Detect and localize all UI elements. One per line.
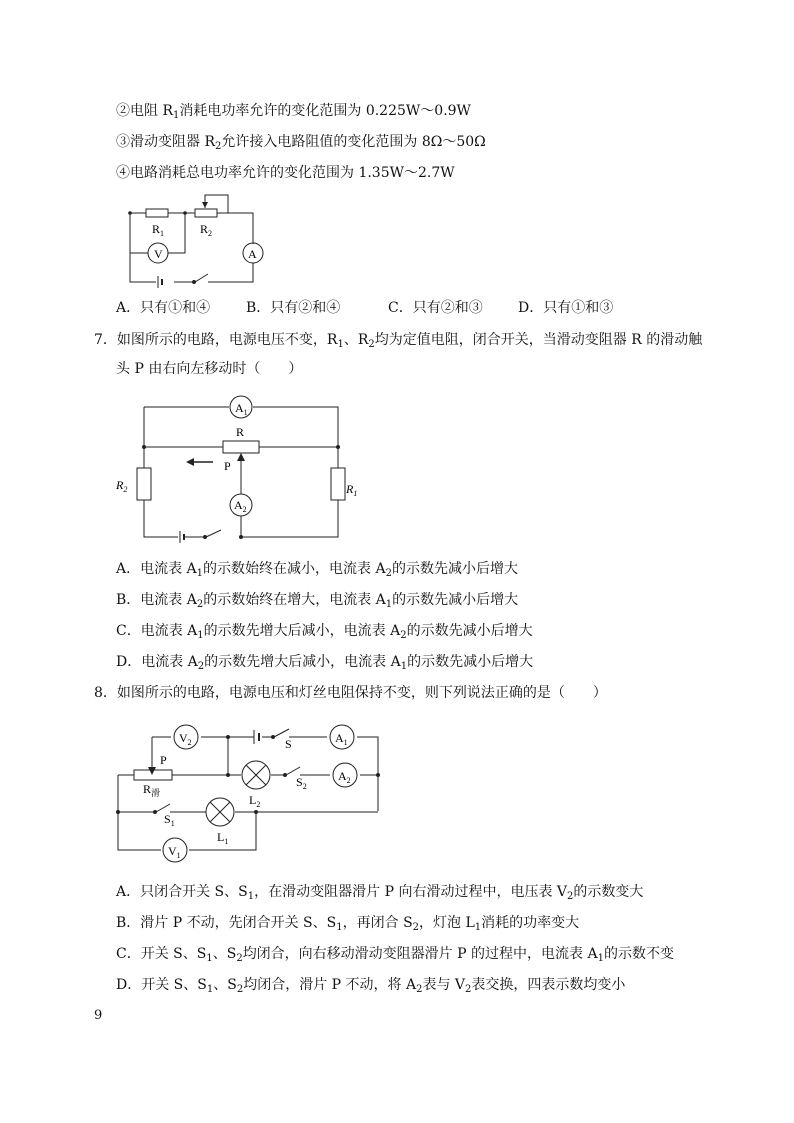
q8-option-d: D．开关 S、$S_1$、$S_2$均闭合，滑片 P 不动，将 $A_2$表与 $V_2$表交换，四表示数均变小	[116, 977, 626, 995]
q7-p-label: P	[224, 459, 231, 473]
q8-option-a: A．只闭合开关 S、$S_1$，在滑动变阻器滑片 P 向右滑动过程中，电压表 $V_2$的示数变大	[116, 884, 644, 902]
q6-option-c: C．只有②和③	[388, 300, 483, 316]
q7-r-label: R	[236, 425, 245, 439]
q8-v2-label: $V_2$	[179, 731, 192, 747]
q8-s1-label: $S_1$	[164, 812, 175, 828]
q6-option-b: B．只有②和④	[246, 300, 341, 316]
q6-statement-2: ②电阻 $R_1$消耗电功率允许的变化范围为 0.225W～0.9W	[116, 103, 471, 121]
q8-v1-label: $V_1$	[168, 844, 181, 860]
q6-option-d: D．只有①和③	[518, 300, 614, 316]
q8-s-label: S	[285, 737, 292, 751]
q7-option-c: C．电流表 $A_1$的示数先增大后减小，电流表 $A_2$的示数先减小后增大	[116, 623, 533, 641]
q6-r1-label: $R_1$	[152, 222, 165, 238]
q7-stem-line-2: 头 P 由右向左移动时（ ）	[116, 361, 303, 377]
q8-stem: 8．如图所示的电路，电源电压和灯丝电阻保持不变，则下列说法正确的是（ ）	[94, 685, 607, 701]
q8-l2-label: $L_2$	[249, 793, 261, 809]
q7-option-d: D．电流表 $A_2$的示数先增大后减小，电流表 $A_1$的示数先减小后增大	[116, 654, 534, 672]
q6-voltmeter-label: V	[154, 247, 163, 261]
q8-p-label: P	[160, 753, 167, 767]
q8-a2-label: $A_2$	[338, 769, 351, 785]
q8-s2-label: $S_2$	[296, 775, 307, 791]
q8-l1-label: $L_1$	[217, 830, 229, 846]
q8-option-c: C．开关 S、$S_1$、$S_2$均闭合，向右移动滑动变阻器滑片 P 的过程中，电流表 $A_1$的示数不变	[116, 946, 674, 964]
q6-statement-3: ③滑动变阻器 $R_2$允许接入电路阻值的变化范围为 8Ω～50Ω	[116, 134, 486, 152]
q6-r2-label: $R_2$	[200, 222, 213, 238]
q7-a2-label: $A_2$	[234, 498, 247, 514]
page-number: 9	[94, 1008, 103, 1023]
q6-ammeter-label: A	[248, 247, 257, 261]
q7-option-b: B．电流表 $A_2$的示数始终在增大，电流表 $A_1$的示数先减小后增大	[116, 592, 519, 610]
q7-r2-label: $R_2$	[116, 478, 128, 494]
q7-option-a: A．电流表 $A_1$的示数始终在减小，电流表 $A_2$的示数先减小后增大	[116, 561, 518, 579]
q6-statement-4: ④电路消耗总电功率允许的变化范围为 1.35W～2.7W	[116, 165, 455, 181]
q6-option-a: A．只有①和④	[116, 300, 211, 316]
q7-a1-label: $A_1$	[235, 401, 248, 417]
q7-stem-line-1: 7．如图所示的电路，电源电压不变，$R_1$、$R_2$均为定值电阻，闭合开关，当滑动变阻器 R 的滑动触	[94, 332, 703, 350]
q8-a1-label: $A_1$	[335, 731, 348, 747]
q8-r-label: $R_滑$	[143, 782, 161, 798]
q7-r1-label: $R_1$	[346, 482, 358, 498]
q8-option-b: B．滑片 P 不动，先闭合开关 S、$S_1$，再闭合 $S_2$，灯泡 $L_1$消耗的功率变大	[116, 915, 580, 933]
